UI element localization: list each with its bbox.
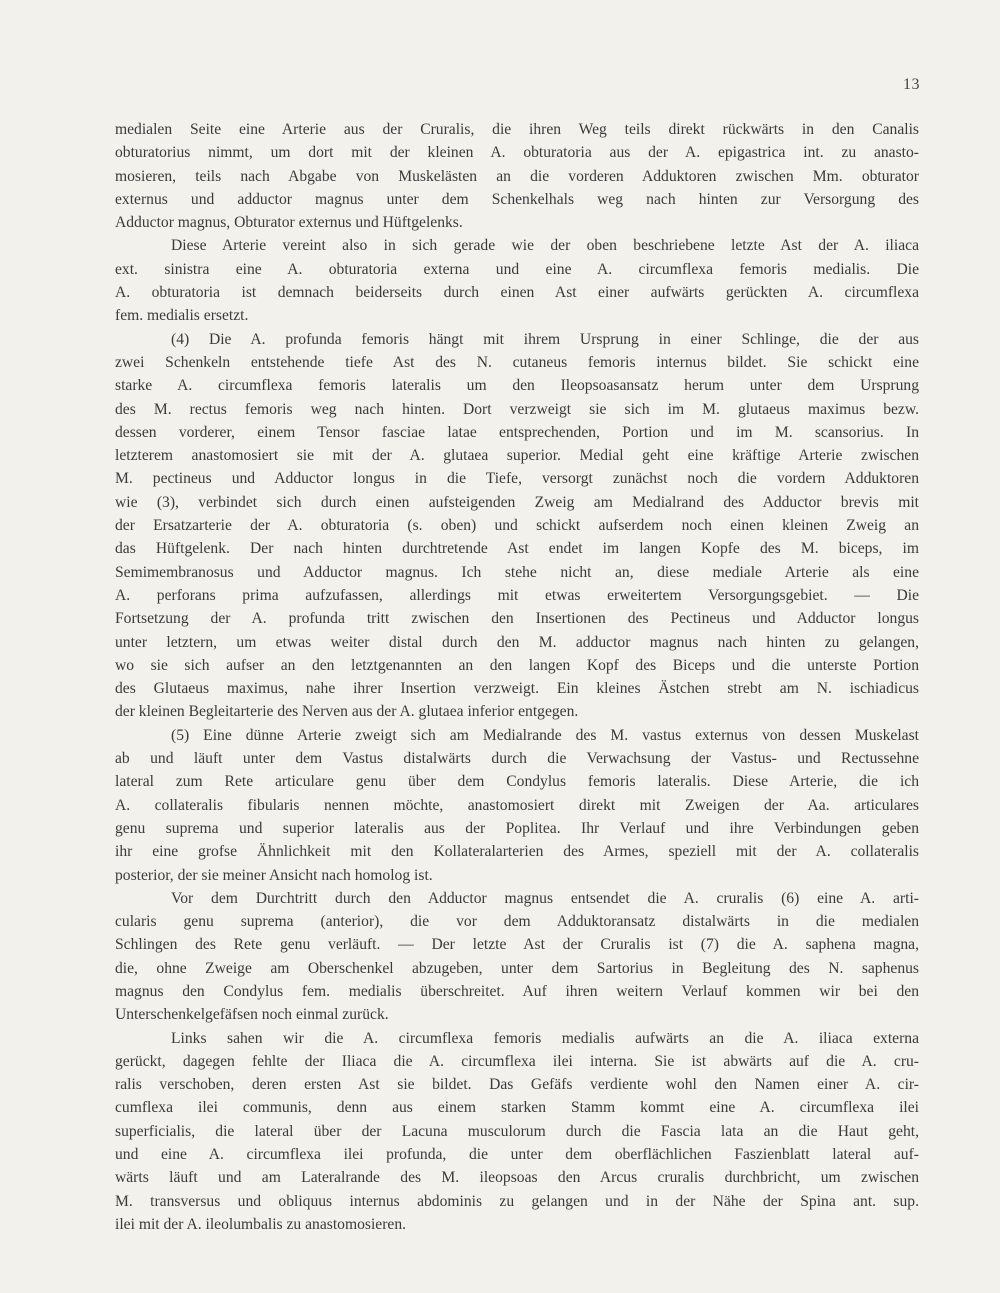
body-text	[115, 118, 919, 1236]
text-line: ralis verschoben, deren ersten Ast sie bildet. Das Gefäfs verdiente wohl den Namen einer A. cir-	[115, 1076, 919, 1094]
text-line: superficialis, die lateral über der Lacuna musculorum durch die Fascia lata an die Haut geht,	[115, 1122, 919, 1140]
text-line: magnus den Condylus fem. medialis überschreitet. Auf ihren weitern Verlauf kommen wir bei den	[115, 982, 919, 1000]
text-line: obturatorius nimmt, um dort mit der kleinen A. obturatoria aus der A. epigastrica int. zu anasto-	[115, 144, 919, 162]
text-line: cumflexa ilei communis, denn aus einem starken Stamm kommt eine A. circumflexa ilei	[115, 1099, 919, 1117]
text-line: starke A. circumflexa femoris lateralis um den Ileopsoasansatz herum unter dem Ursprung	[115, 377, 919, 395]
text-line: wo sie sich aufser an den letztgenannten an den langen Kopf des Biceps und die unterste Portion	[115, 656, 919, 674]
text-line: des M. rectus femoris weg nach hinten. Dort verzweigt sie sich im M. glutaeus maximus bezw.	[115, 400, 919, 418]
text-line: und eine A. circumflexa ilei profunda, die unter dem oberflächlichen Faszienblatt lateral auf-	[115, 1146, 919, 1164]
text-line: medialen Seite eine Arterie aus der Cruralis, die ihren Weg teils direkt rückwärts in den Canalis	[115, 121, 919, 138]
text-line: das Hüftgelenk. Der nach hinten durchtretende Ast endet im langen Kopfe des M. biceps, im	[115, 540, 919, 558]
text-line: fem. medialis ersetzt.	[115, 307, 249, 325]
text-line: Vor dem Durchtritt durch den Adductor magnus entsendet die A. cruralis (6) eine A. arti-	[171, 889, 919, 907]
text-line: externus und adductor magnus unter dem Schenkelhals weg nach hinten zur Versorgung des	[115, 190, 919, 208]
text-line: gerückt, dagegen fehlte der Iliaca die A. circumflexa ilei interna. Sie ist abwärts auf die A. cru-	[115, 1052, 919, 1070]
text-line: genu suprema und superior lateralis aus der Poplitea. Ihr Verlauf und ihre Verbindungen geben	[115, 819, 919, 837]
text-line: A. obturatoria ist demnach beiderseits durch einen Ast einer aufwärts gerückten A. circumflexa	[115, 284, 919, 302]
text-line: ihr eine grofse Ähnlichkeit mit den Kollateralarterien des Armes, speziell mit der A. collateralis	[115, 843, 919, 861]
text-line: mosieren, teils nach Abgabe von Muskelästen an die vorderen Adduktoren zwischen Mm. obturator	[115, 167, 919, 185]
text-line: A. perforans prima aufzufassen, allerdings mit etwas erweitertem Versorgungsgebiet. — Die	[115, 586, 919, 604]
text-line: die, ohne Zweige am Oberschenkel abzugeben, unter dem Sartorius in Begleitung des N. saphenus	[115, 959, 919, 977]
text-line: Links sahen wir die A. circumflexa femoris medialis aufwärts an die A. iliaca externa	[171, 1029, 919, 1047]
text-line: dessen vorderer, einem Tensor fasciae latae entsprechenden, Portion und im M. scansorius. In	[115, 423, 919, 441]
text-line: ilei mit der A. ileolumbalis zu anastomosieren.	[115, 1215, 407, 1233]
text-line: der Ersatzarterie der A. obturatoria (s. oben) und schickt aufserdem noch einen kleinen Zweig an	[115, 517, 919, 535]
text-line: Fortsetzung der A. profunda tritt zwischen den Insertionen des Pectineus und Adductor longus	[115, 610, 919, 628]
text-line: M. pectineus und Adductor longus in die Tiefe, versorgt zunächst noch die vordern Adduktoren	[115, 470, 919, 488]
text-line: ext. sinistra eine A. obturatoria externa und eine A. circumflexa femoris medialis. Die	[115, 260, 919, 278]
text-line: Semimembranosus und Adductor magnus. Ich stehe nicht an, diese mediale Arterie als eine	[115, 563, 919, 581]
text-line: Diese Arterie vereint also in sich gerade wie der oben beschriebene letzte Ast der A. iliaca	[171, 237, 919, 255]
text-line: M. transversus und obliquus internus abdominis zu gelangen und in der Nähe der Spina ant. sup.	[115, 1192, 919, 1210]
text-line: wie (3), verbindet sich durch einen aufsteigenden Zweig am Medialrand des Adductor brevis mit	[115, 493, 919, 511]
text-line: unter letztern, um etwas weiter distal durch den M. adductor magnus nach hinten zu gelangen,	[115, 633, 919, 651]
text-line: zwei Schenkeln entstehende tiefe Ast des N. cutaneus femoris internus bildet. Sie schickt eine	[115, 353, 919, 371]
text-line: lateral zum Rete articulare genu über dem Condylus femoris lateralis. Diese Arterie, die ich	[115, 773, 919, 791]
text-line: Schlingen des Rete genu verläuft. — Der letzte Ast der Cruralis ist (7) die A. saphena magna,	[115, 936, 919, 954]
text-line: A. collateralis fibularis nennen möchte, anastomosiert direkt mit Zweigen der Aa. articulares	[115, 796, 919, 814]
text-line: Adductor magnus, Obturator externus und Hüftgelenks.	[115, 214, 463, 232]
text-line: cularis genu suprema (anterior), die vor dem Adduktoransatz distalwärts in die medialen	[115, 913, 919, 931]
text-line: (5) Eine dünne Arterie zweigt sich am Medialrande des M. vastus externus von dessen Muskelast	[171, 726, 919, 744]
text-line: wärts läuft und am Lateralrande des M. ileopsoas den Arcus cruralis durchbricht, um zwischen	[115, 1169, 919, 1187]
text-line: Unterschenkelgefäfsen noch einmal zurück.	[115, 1006, 389, 1024]
text-line: der kleinen Begleitarterie des Nerven aus der A. glutaea inferior entgegen.	[115, 703, 579, 721]
text-line: (4) Die A. profunda femoris hängt mit ihrem Ursprung in einer Schlinge, die der aus	[171, 330, 919, 348]
text-line: des Glutaeus maximus, nahe ihrer Insertion verzweigt. Ein kleines Ästchen strebt am N. ischiadicus	[115, 680, 919, 698]
text-line: posterior, der sie meiner Ansicht nach homolog ist.	[115, 866, 433, 884]
text-line: ab und läuft unter dem Vastus distalwärts durch die Verwachsung der Vastus- und Rectussehne	[115, 750, 919, 768]
text-line: letzterem anastomosiert sie mit der A. glutaea superior. Medial geht eine kräftige Arterie zwischen	[115, 447, 919, 465]
page-number: 13	[903, 76, 920, 93]
